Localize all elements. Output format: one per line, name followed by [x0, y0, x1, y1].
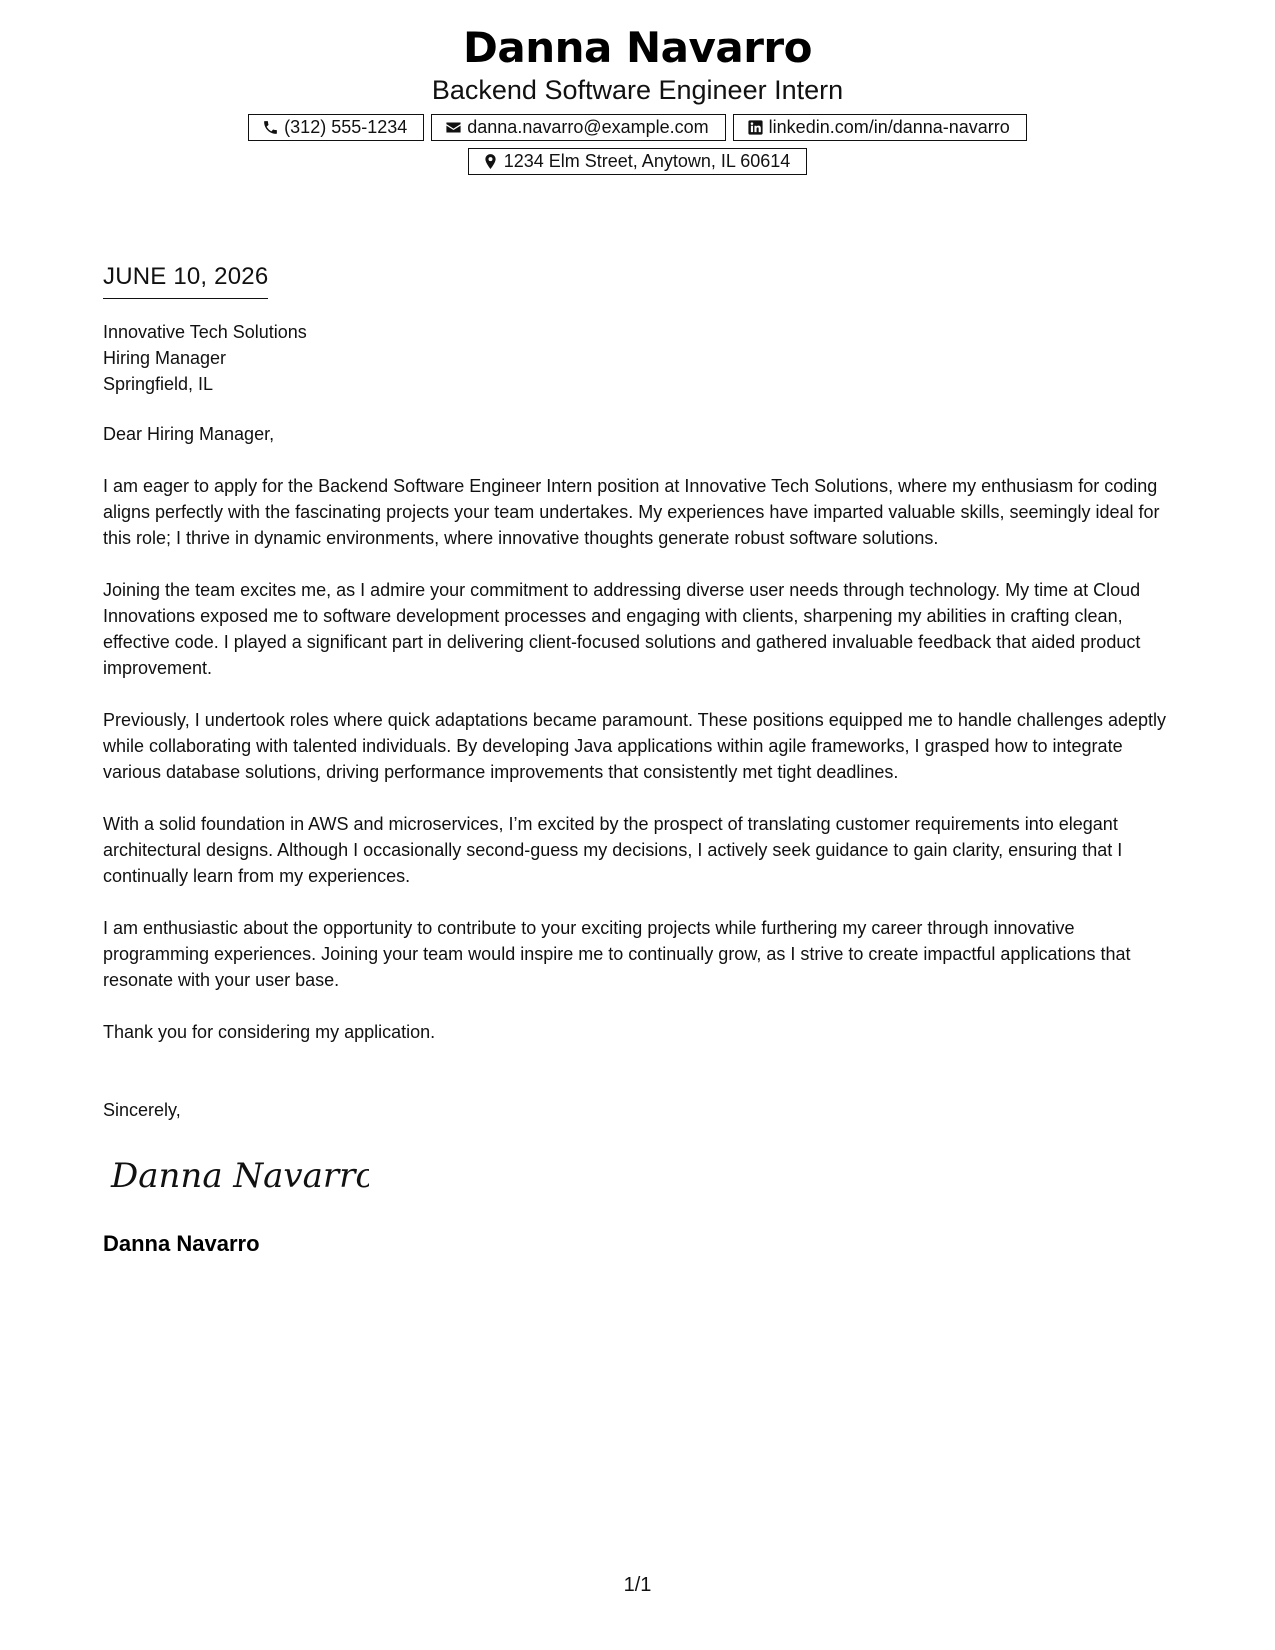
phone-text: (312) 555-1234: [284, 117, 408, 137]
paragraph: Joining the team excites me, as I admire your commitment to addressing diverse user needs through technology. My time at Cloud Innovations exposed me to software development processes and engaging with clients, sharpening my abilities in crafting clean, effective code. I played a significant part in delivering client-focused solutions and gathered invaluable feedback that aided product improvement.: [103, 580, 1141, 678]
recipient-location: Springfield, IL: [103, 374, 214, 394]
closing: Sincerely,: [103, 1100, 181, 1120]
contact-linkedin: [733, 114, 1027, 141]
letter-body: [103, 262, 1183, 1258]
linkedin-text: linkedin.com/in/danna-navarro: [768, 117, 1010, 137]
address-text: 1234 Elm Street, Anytown, IL 60614: [503, 151, 791, 171]
recipient-title: Hiring Manager: [103, 348, 227, 368]
recipient-block: [103, 319, 1183, 397]
applicant-role: Backend Software Engineer Intern: [431, 75, 844, 105]
paragraph: Thank you for considering my application.: [103, 1022, 436, 1042]
contact-phone: [248, 114, 424, 141]
contact-row-address: [0, 148, 1275, 175]
linkedin-icon: [747, 119, 764, 136]
envelope-icon: [445, 119, 462, 136]
location-pin-icon: [482, 153, 499, 170]
letter-date: JUNE 10, 2026: [103, 262, 268, 299]
contact-address: [468, 148, 808, 175]
recipient-company: Innovative Tech Solutions: [103, 322, 307, 342]
contact-email: [431, 114, 725, 141]
paragraph: I am eager to apply for the Backend Software Engineer Intern position at Innovative Tech Solutions, where my enthusiasm for coding aligns perfectly with the fascinating projects your team undertakes. My experiences have imparted valuable skills, seemingly ideal for this role; I thrive in dynamic environments, where innovative thoughts generate robust software solutions.: [103, 476, 1160, 548]
signature-text: Danna Navarro: [111, 1156, 369, 1196]
contact-row: [0, 114, 1275, 141]
handwritten-signature: [109, 1147, 369, 1203]
salutation: Dear Hiring Manager,: [103, 424, 275, 444]
email-text: danna.navarro@example.com: [467, 117, 709, 137]
letter-header: [0, 22, 1275, 175]
paragraph: Previously, I undertook roles where quick adaptations became paramount. These positions equipped me to handle challenges adeptly while collaborating with talented individuals. By developing Java applications within agile frameworks, I grasped how to integrate various database solutions, driving performance improvements that consistently met tight deadlines.: [103, 710, 1166, 782]
phone-icon: [262, 119, 279, 136]
signer-name: Danna Navarro: [103, 1231, 260, 1256]
paragraph: With a solid foundation in AWS and microservices, I’m excited by the prospect of translating customer requirements into elegant architectural designs. Although I occasionally second-guess my decisions, I actively seek guidance to gain clarity, ensuring that I continually learn from my experiences.: [103, 814, 1123, 886]
paragraph: I am enthusiastic about the opportunity to contribute to your exciting projects while furthering my career through innovative programming experiences. Joining your team would inspire me to continually grow, as I strive to create impactful applications that resonate with your user base.: [103, 918, 1131, 990]
applicant-name: Danna Navarro: [463, 23, 812, 72]
page-number: 1/1: [623, 1574, 652, 1596]
